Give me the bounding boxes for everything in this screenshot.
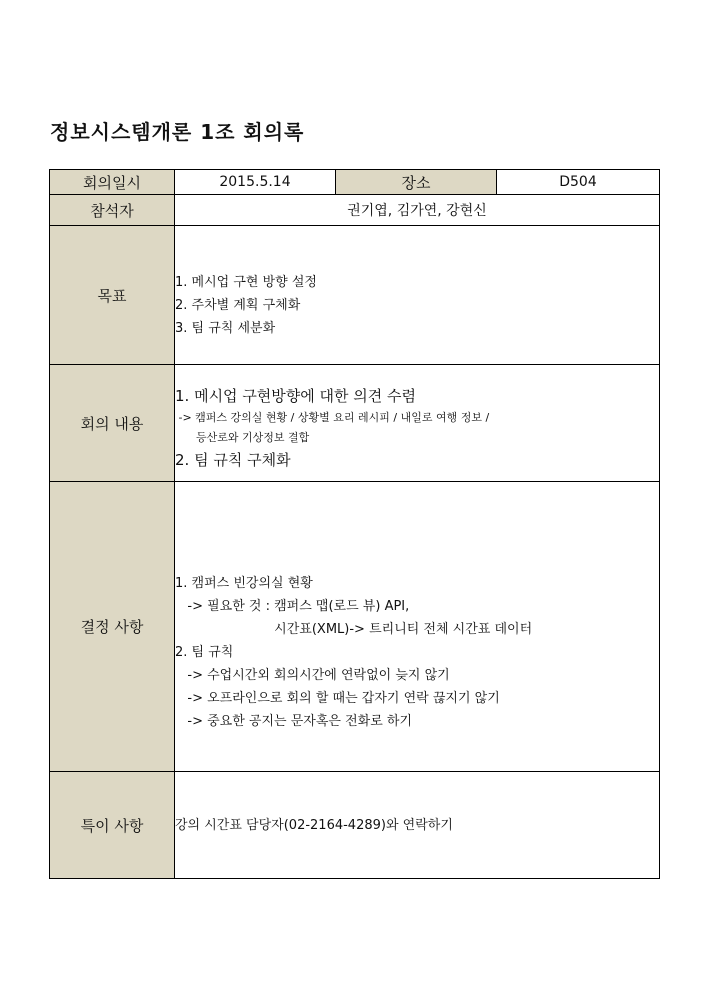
- decisions-row: [50, 482, 660, 772]
- goals-label: 목표: [50, 226, 175, 365]
- decision-line: -> 필요한 것 : 캠퍼스 맵(로드 뷰) API,: [175, 599, 410, 614]
- place-label: 장소: [336, 170, 497, 195]
- goals-row: [50, 226, 660, 365]
- decision-line: -> 수업시간외 회의시간에 연락없이 늦지 않기: [175, 668, 450, 683]
- content-label: 회의 내용: [50, 365, 175, 482]
- decisions-cell: [175, 482, 660, 772]
- content-line: 등산로와 기상정보 결합: [175, 431, 310, 444]
- decision-line: -> 중요한 공지는 문자혹은 전화로 하기: [175, 714, 413, 729]
- date-label: 회의일시: [50, 170, 175, 195]
- notes-row: [50, 772, 660, 879]
- decision-line: 시간표(XML)-> 트리니티 전체 시간표 데이터: [175, 622, 533, 637]
- decisions-label: 결정 사항: [50, 482, 175, 772]
- goals-cell: [175, 226, 660, 365]
- page-title: 정보시스템개론 1조 회의록: [50, 120, 305, 144]
- notes-cell: [175, 772, 660, 879]
- decision-line: 1. 캠퍼스 빈강의실 현황: [175, 576, 313, 591]
- content-line: -> 캠퍼스 강의실 현황 / 상황별 요리 레시피 / 내일로 여행 정보 /: [175, 411, 490, 424]
- content-row: [50, 365, 660, 482]
- content-cell: [175, 365, 660, 482]
- goal-item: 1. 메시업 구현 방향 설정: [175, 275, 317, 290]
- place-value: D504: [497, 170, 660, 195]
- minutes-table: [49, 169, 660, 879]
- content-line: 2. 팀 규칙 구체화: [175, 451, 291, 469]
- date-place-row: [50, 170, 660, 195]
- decision-line: -> 오프라인으로 회의 할 때는 갑자기 연락 끊지기 않기: [175, 691, 500, 706]
- date-value: 2015.5.14: [175, 170, 336, 195]
- content-line: 1. 메시업 구현방향에 대한 의견 수렴: [175, 387, 417, 405]
- decision-line: 2. 팀 규칙: [175, 645, 234, 660]
- goal-item: 2. 주차별 계획 구체화: [175, 298, 301, 313]
- attendees-row: [50, 195, 660, 226]
- notes-label: 특이 사항: [50, 772, 175, 879]
- attendees-value: 권기엽, 김가연, 강현신: [175, 195, 660, 226]
- goal-item: 3. 팀 규칙 세분화: [175, 321, 276, 336]
- attendees-label: 참석자: [50, 195, 175, 226]
- notes-value: 강의 시간표 담당자(02-2164-4289)와 연락하기: [175, 817, 453, 833]
